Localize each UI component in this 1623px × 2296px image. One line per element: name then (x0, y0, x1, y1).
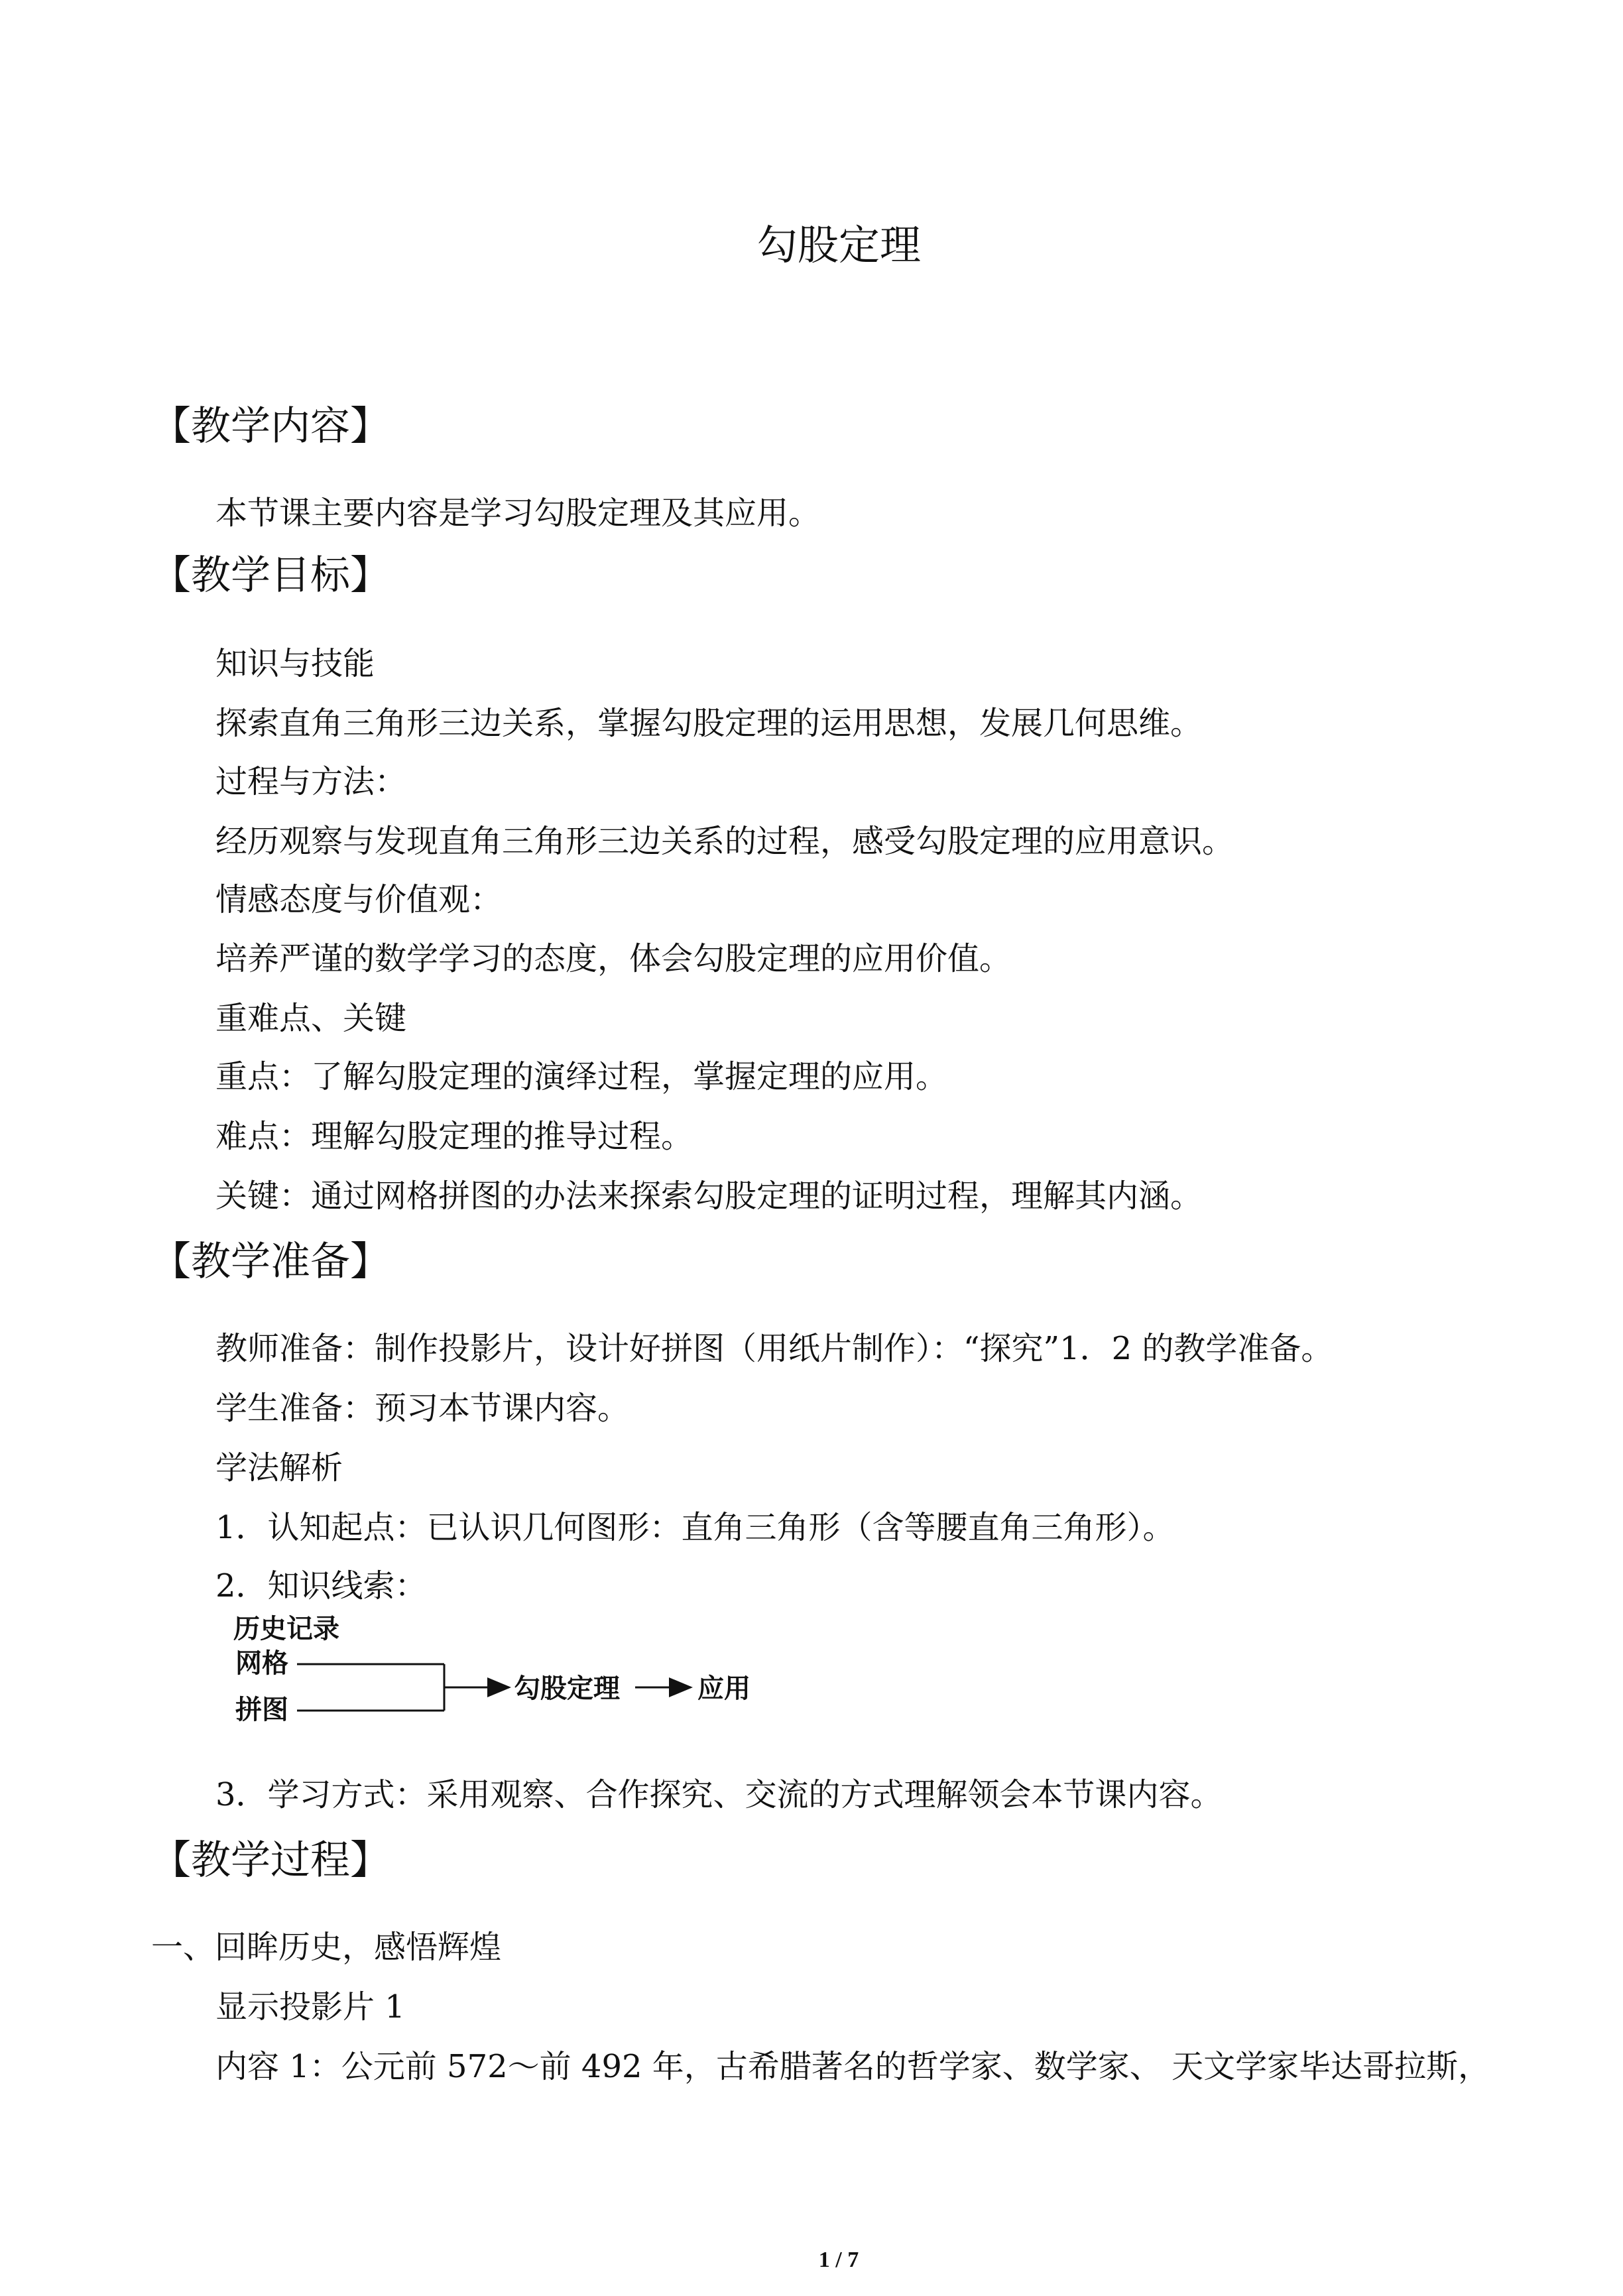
paragraph: 3．学习方式：采用观察、合作探究、交流的方式理解领会本节课内容。 (215, 1776, 1223, 1813)
paragraph: 情感态度与价值观： (215, 881, 503, 918)
section-heading-preparation: 【教学准备】 (151, 1239, 390, 1285)
diagram-label-theorem: 勾股定理 (514, 1673, 620, 1704)
paragraph: 过程与方法： (215, 763, 407, 800)
paragraph: 关键：通过网格拼图的办法来探索勾股定理的证明过程，理解其内涵。 (215, 1178, 1203, 1215)
diagram-label-puzzle: 拼图 (235, 1695, 288, 1725)
knowledge-flow-diagram (219, 1611, 802, 1730)
diagram-label-history: 历史记录 (233, 1614, 339, 1644)
diagram-label-grid: 网格 (235, 1648, 288, 1679)
paragraph: 显示投影片 1 (215, 1988, 405, 2025)
page-title: 勾股定理 (756, 221, 921, 269)
paragraph: 1．认知起点：已认识几何图形：直角三角形（含等腰直角三角形）。 (215, 1509, 1175, 1546)
paragraph: 重难点、关键 (215, 1000, 407, 1037)
paragraph: 探索直角三角形三边关系，掌握勾股定理的运用思想，发展几何思维。 (215, 705, 1203, 742)
section-heading-process: 【教学过程】 (151, 1837, 390, 1884)
paragraph: 培养严谨的数学学习的态度，体会勾股定理的应用价值。 (215, 940, 1012, 977)
paragraph: 教师准备：制作投影片，设计好拼图（用纸片制作）：“探究”1．2 的教学准备。 (215, 1330, 1333, 1367)
paragraph: 2．知识线索： (215, 1567, 427, 1604)
page-number: 1 / 7 (818, 2248, 859, 2272)
section-heading-objectives: 【教学目标】 (151, 552, 390, 599)
paragraph: 经历观察与发现直角三角形三边关系的过程，感受勾股定理的应用意识。 (215, 823, 1234, 860)
paragraph: 知识与技能 (215, 645, 375, 682)
paragraph: 重点：了解勾股定理的演绎过程，掌握定理的应用。 (215, 1058, 948, 1095)
diagram-label-application: 应用 (697, 1673, 751, 1704)
paragraph: 学法解析 (215, 1449, 343, 1486)
paragraph: 难点：理解勾股定理的推导过程。 (215, 1118, 693, 1155)
subheading: 一、回眸历史，感悟辉煌 (151, 1929, 502, 1966)
section-heading-content: 【教学内容】 (151, 403, 390, 450)
paragraph: 学生准备：预习本节课内容。 (215, 1390, 630, 1427)
paragraph: 内容 1：公元前 572～前 492 年，古希腊著名的哲学家、数学家、 天文学家毕达哥拉斯， (215, 2048, 1490, 2085)
paragraph: 本节课主要内容是学习勾股定理及其应用。 (215, 495, 821, 532)
